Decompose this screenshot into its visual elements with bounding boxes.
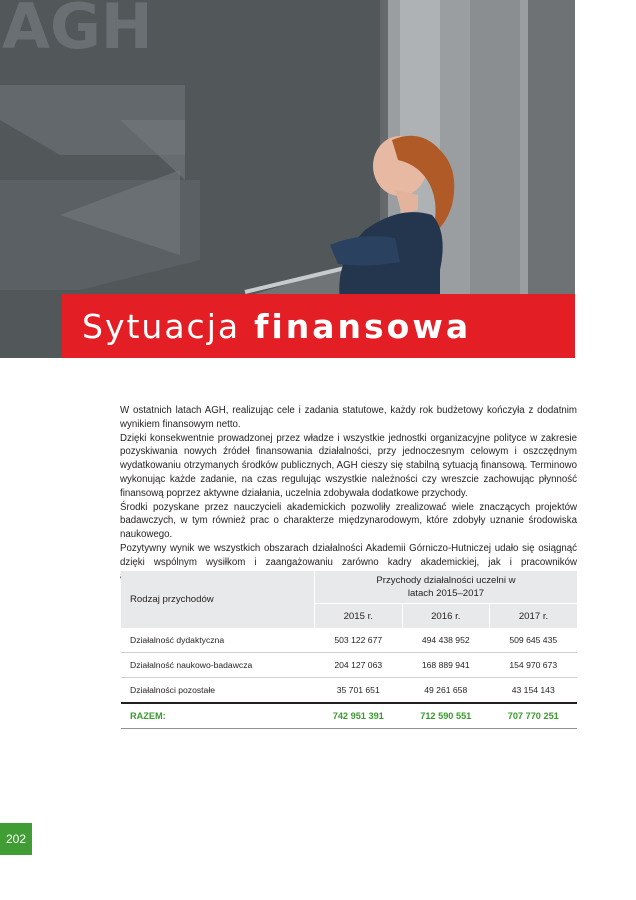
cell-value: 49 261 658 (402, 678, 490, 704)
year-header-2016: 2016 r. (402, 604, 490, 629)
total-value: 712 590 551 (402, 703, 490, 729)
section-title-banner (62, 294, 575, 358)
paragraph: W ostatnich latach AGH, realizując cele i zadania statutowe, każdy rok budżetowy kończyła z dodatnim wynikiem finansowym netto. (120, 405, 577, 430)
year-header-2017: 2017 r. (490, 604, 578, 629)
title-light-part: Sytuacja (82, 306, 241, 346)
table-row (121, 678, 577, 704)
column-group-header: Przychody działalności uczelni w latach 2015–2017 (315, 571, 578, 604)
cell-value: 43 154 143 (490, 678, 578, 704)
row-label: Działalność naukowo-badawcza (121, 653, 315, 678)
total-label: RAZEM: (121, 703, 315, 729)
cell-value: 168 889 941 (402, 653, 490, 678)
total-value: 742 951 391 (315, 703, 403, 729)
paragraph: Pozytywny wynik we wszystkich obszarach działalności Akademii Górniczo-Hutniczej udało się osiągnąć dzięki wspólnym wysiłkom i zaangażowaniu zarówno kadry akademickiej, jak i pracowników (120, 542, 577, 568)
body-text (120, 404, 577, 583)
title-bold-part: finansowa (254, 306, 472, 346)
row-label: Działalność dydaktyczna (121, 628, 315, 653)
cell-value: 509 645 435 (490, 628, 578, 653)
cell-value: 154 970 673 (490, 653, 578, 678)
wall-lettering: AGH (2, 0, 153, 63)
cell-value: 503 122 677 (315, 628, 403, 653)
total-value: 707 770 251 (490, 703, 578, 729)
paragraph: Środki pozyskane przez nauczycieli akademickich pozwoliły zrealizować wiele znaczących projektów badawczych, w tym również prac o charakterze międzynarodowym, które zdobyły uznanie środowiska naukowego. (120, 501, 577, 541)
page-number: 202 (0, 823, 32, 855)
table-row (121, 628, 577, 653)
paragraph: Dzięki konsekwentnie prowadzonej przez władze i wszystkie jednostki organizacyjne polityce w zakresie pozyskiwania nowych źródeł finansowania działalności, przy jednoczesnym celowym i oszczędnym wydatkowaniu otrzymanych środków publicznych, AGH cieszy się stabilną sytuacją finansową. Terminowo wykonując każde zadanie, na czas regulując wszystkie należności czy wreszcie zachowując płynność finansową poprzez aktywne działania, uczelnia zdobywała dodatkowe przychody. (120, 432, 577, 499)
table-row (121, 653, 577, 678)
column-header-type: Rodzaj przychodów (121, 571, 315, 628)
cell-value: 204 127 063 (315, 653, 403, 678)
year-header-2015: 2015 r. (315, 604, 403, 629)
cell-value: 35 701 651 (315, 678, 403, 704)
cell-value: 494 438 952 (402, 628, 490, 653)
revenue-table (121, 571, 577, 729)
row-label: Działalności pozostałe (121, 678, 315, 704)
total-row (121, 703, 577, 729)
